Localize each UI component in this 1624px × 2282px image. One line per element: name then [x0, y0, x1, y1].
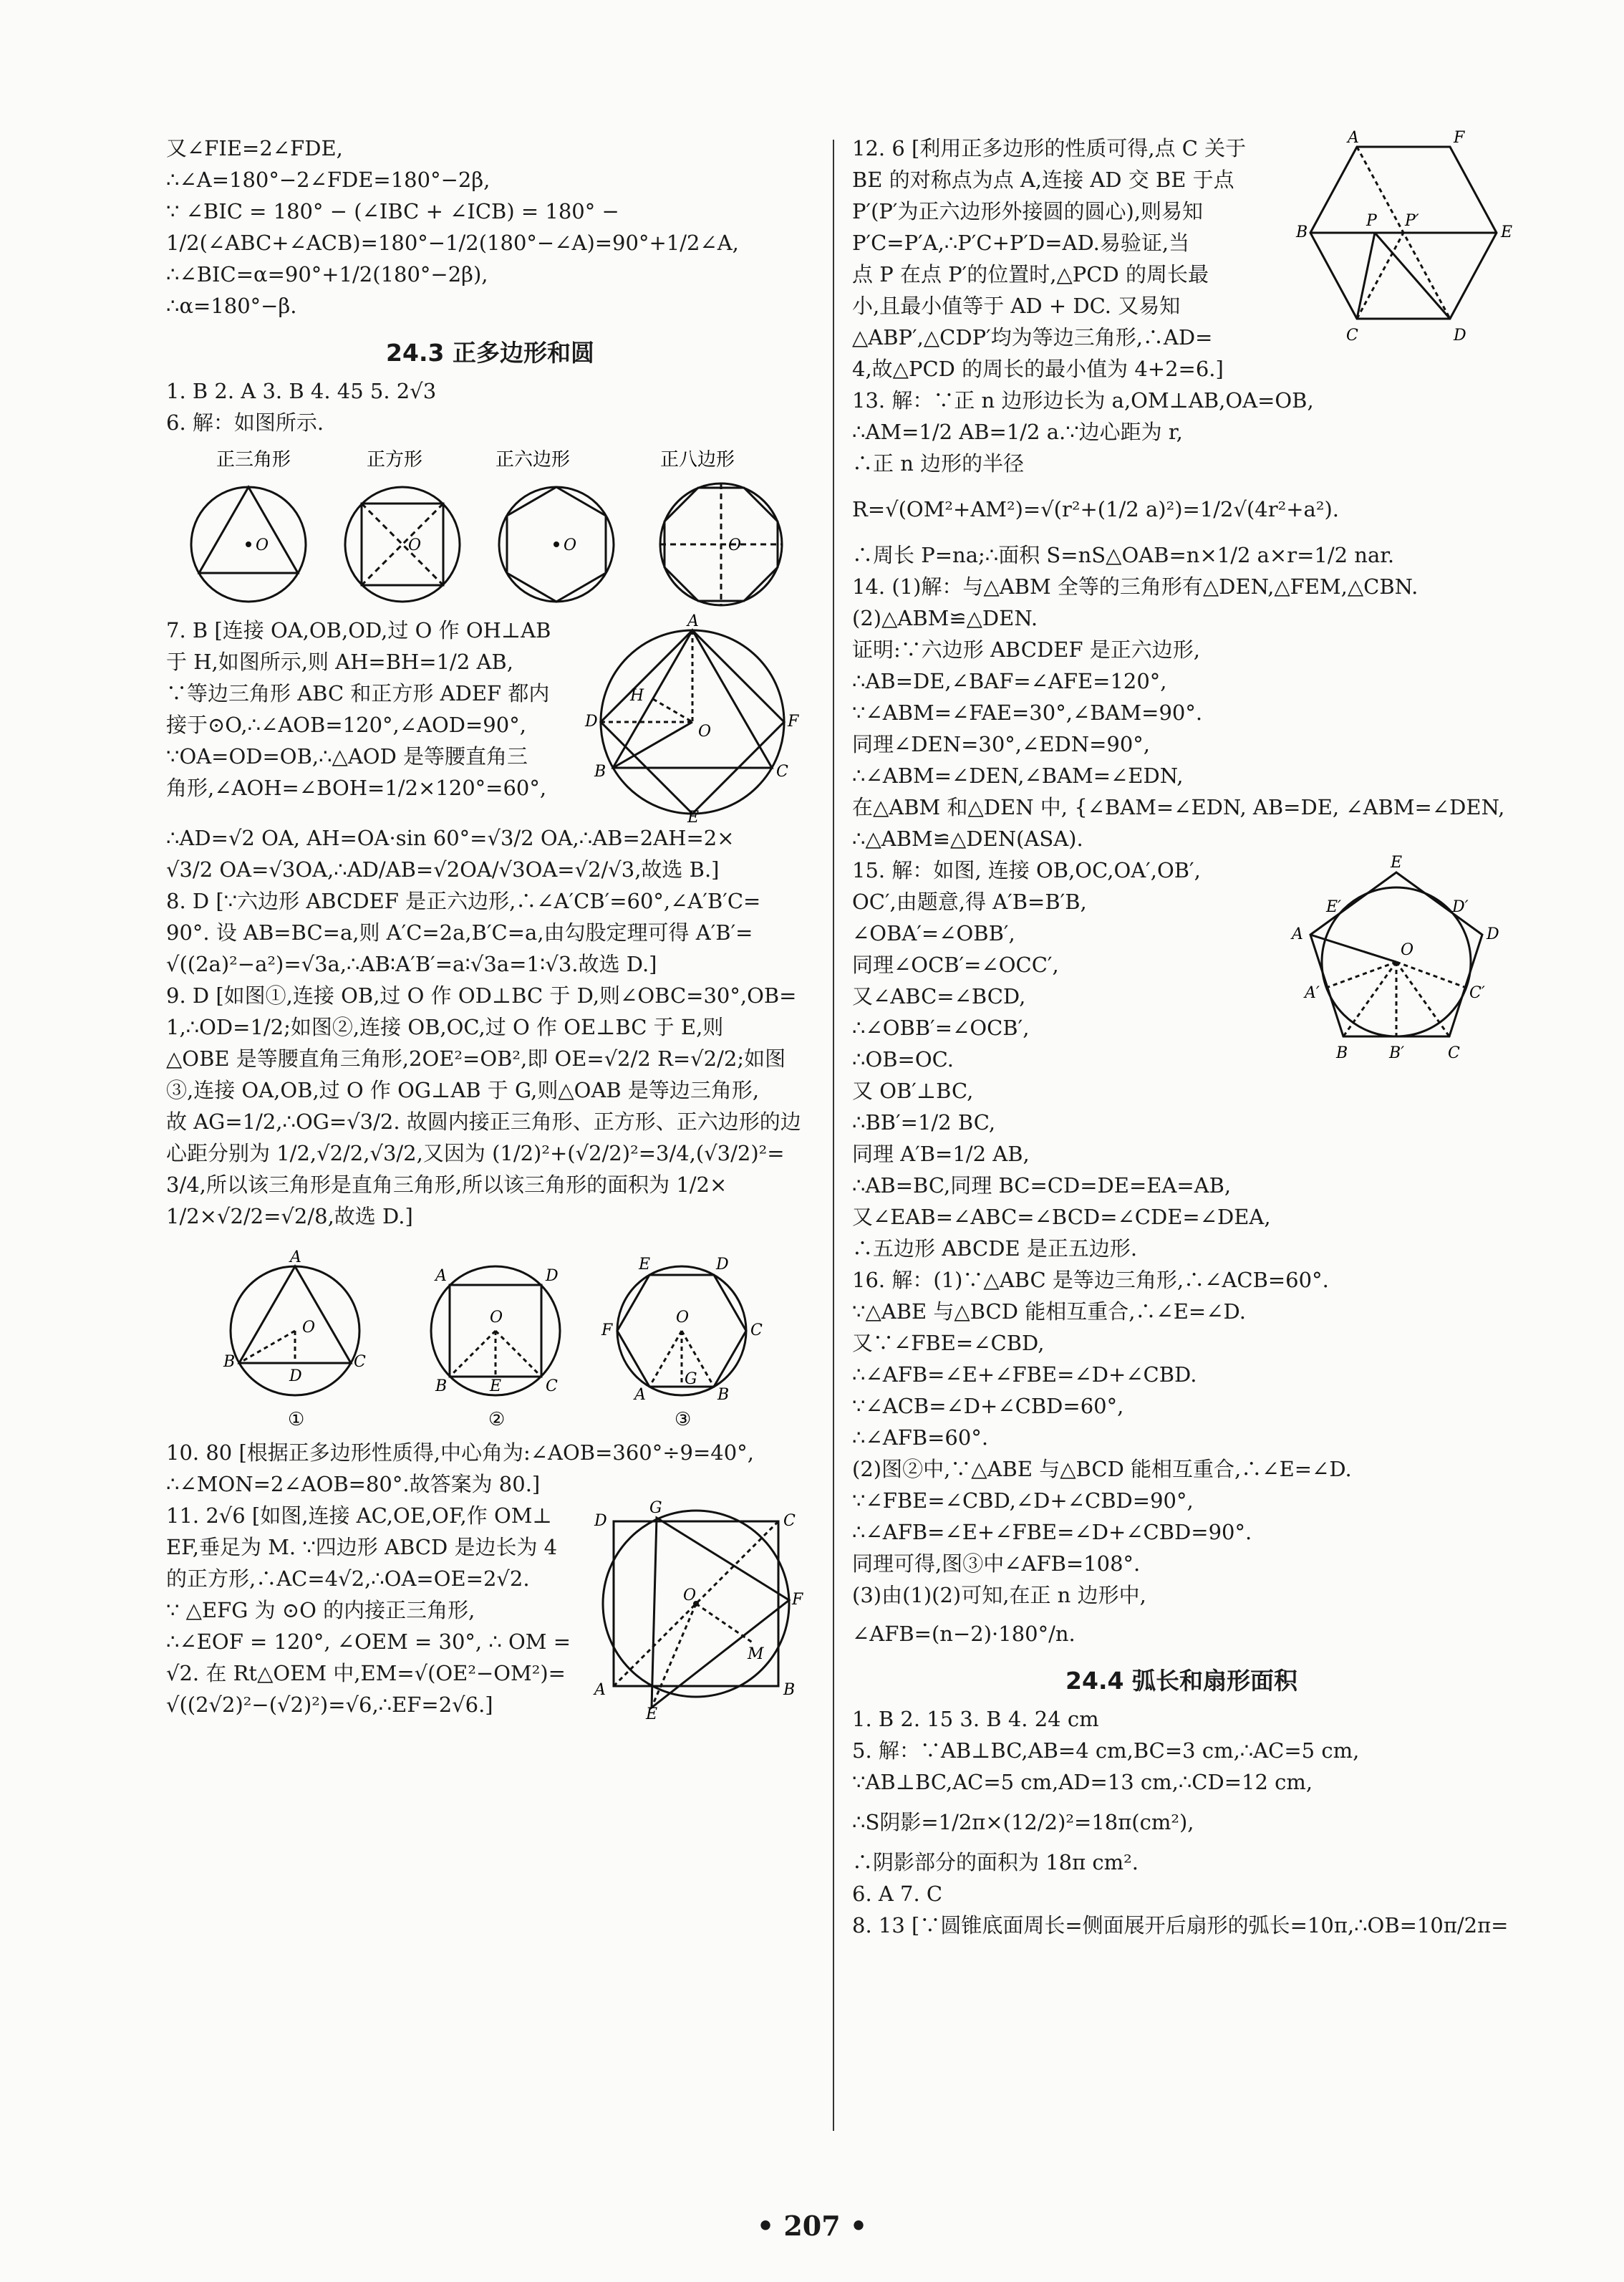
svg-text:D: D — [289, 1367, 302, 1385]
svg-text:D: D — [1487, 925, 1499, 943]
svg-text:F: F — [601, 1321, 613, 1339]
text-line: ∴OB=OC. — [852, 1047, 954, 1072]
text-line: ∵ ∠BIC = 180° − (∠IBC + ∠ICB) = 180° − — [166, 199, 619, 223]
text-line: 9. D [如图①,连接 OB,过 O 作 OD⊥BC 于 D,则∠OBC=30°,OB= — [166, 983, 797, 1008]
answer-line: 1. B 2. A 3. B 4. 45 5. 2√3 — [166, 379, 437, 403]
text-line: ∵AB⊥BC,AC=5 cm,AD=13 cm,∴CD=12 cm, — [852, 1770, 1313, 1794]
text-line: 12. 6 [利用正多边形的性质可得,点 C 关于 — [852, 136, 1247, 160]
svg-text:A′: A′ — [1305, 984, 1320, 1002]
text-line: 14. (1)解：与△ABM 全等的三角形有△DEN,△FEM,△CBN. — [852, 574, 1418, 599]
q12-figure — [1296, 129, 1513, 369]
svg-text:D: D — [585, 713, 598, 731]
svg-text:O: O — [728, 536, 742, 554]
q7-figure — [581, 612, 811, 827]
text-line: √((2√2)²−(√2)²)=√6,∴EF=2√6.] — [166, 1693, 493, 1717]
text-line: 1,∴OD=1/2;如图②,连接 OB,OC,过 O 作 OE⊥BC 于 E,则 — [166, 1015, 724, 1039]
q12-block — [852, 129, 1513, 385]
q15-block — [852, 854, 1511, 1107]
text-line: √3/2 OA=√3OA,∴AD/AB=√2OA/√3OA=√2/√3,故选 B.] — [166, 857, 720, 882]
text-line: ∠AFB=(n−2)·180°/n. — [852, 1622, 1076, 1646]
text-line: ∴∠A=180°−2∠FDE=180°−2β, — [166, 168, 490, 192]
text-line: ∴正 n 边形的半径 — [852, 451, 1025, 476]
text-line: 90°. 设 AB=BC=a,则 A′C=2a,B′C=a,由勾股定理可得 A′B′= — [166, 920, 753, 945]
text-line: EF,垂足为 M. ∵四边形 ABCD 是边长为 4 — [166, 1535, 558, 1559]
svg-text:E: E — [687, 809, 700, 827]
svg-text:E: E — [639, 1256, 651, 1274]
text-line: (2)图②中,∵△ABE 与△BCD 能相互重合,∴∠E=∠D. — [852, 1457, 1352, 1481]
text-line: △ABP′,△CDP′均为等边三角形,∴AD= — [852, 325, 1213, 350]
svg-text:E: E — [1501, 223, 1513, 241]
text-line: ∴∠AFB=∠E+∠FBE=∠D+∠CBD=90°. — [852, 1520, 1252, 1544]
caption-triangle: 正三角形 — [216, 449, 291, 471]
fig-caption-3: ③ — [675, 1409, 692, 1430]
svg-text:O: O — [302, 1319, 316, 1337]
q11-figure — [589, 1500, 803, 1722]
svg-text:C′: C′ — [1469, 984, 1485, 1002]
text-line: 15. 解：如图, 连接 OB,OC,OA′,OB′, — [852, 858, 1201, 882]
svg-text:P′: P′ — [1405, 212, 1419, 230]
text-line: ∴∠OBB′=∠OCB′, — [852, 1016, 1030, 1040]
text-line: 同理可得,图③中∠AFB=108°. — [852, 1551, 1141, 1576]
svg-text:C: C — [776, 763, 788, 781]
text-line: 同理∠OCB′=∠OCC′, — [852, 953, 1059, 977]
text-line: 3/4,所以该三角形是直角三角形,所以该三角形的面积为 1/2× — [166, 1173, 728, 1197]
svg-text:B: B — [223, 1353, 236, 1371]
text-line: ∵∠ACB=∠D+∠CBD=60°, — [852, 1394, 1124, 1418]
svg-text:E′: E′ — [1326, 898, 1342, 916]
svg-text:D′: D′ — [1452, 898, 1469, 916]
svg-text:C: C — [783, 1512, 796, 1530]
caption-octagon: 正八边形 — [660, 449, 735, 471]
svg-text:O: O — [490, 1309, 503, 1327]
text-line: ∴α=180°−β. — [166, 294, 297, 318]
answer-line: 1. B 2. 15 3. B 4. 24 cm — [852, 1707, 1099, 1731]
q11-block — [166, 1500, 814, 1722]
svg-text:O: O — [408, 536, 422, 554]
text-line: ∠OBA′=∠OBB′, — [852, 921, 1015, 945]
text-line: 5. 解：∵AB⊥BC,AB=4 cm,BC=3 cm,∴AC=5 cm, — [852, 1738, 1360, 1763]
text-line: 故 AG=1/2,∴OG=√3/2. 故圆内接正三角形、正方形、正六边形的边 — [166, 1109, 801, 1134]
fig-caption-2: ② — [488, 1409, 506, 1430]
section-title-24-4: 24.4 弧长和扇形面积 — [1065, 1667, 1297, 1695]
text-line: 又 OB′⊥BC, — [852, 1079, 974, 1103]
svg-text:O: O — [683, 1587, 697, 1604]
svg-text:E: E — [1391, 854, 1403, 872]
q6-polygons-figure — [166, 444, 811, 609]
svg-text:C: C — [1448, 1044, 1460, 1062]
svg-text:F: F — [1454, 129, 1465, 147]
svg-text:B: B — [717, 1386, 730, 1404]
svg-text:A: A — [1292, 925, 1303, 943]
text-line: ∵∠ABM=∠FAE=30°,∠BAM=90°. — [852, 701, 1203, 725]
text-line: (2)△ABM≌△DEN. — [852, 606, 1038, 630]
text-line: ∴AB=BC,同理 BC=CD=DE=EA=AB, — [852, 1173, 1232, 1198]
svg-text:A: A — [687, 612, 699, 630]
svg-text:G: G — [685, 1370, 697, 1388]
svg-text:A: A — [634, 1386, 646, 1404]
text-line: 小,且最小值等于 AD + DC. 又易知 — [852, 294, 1181, 318]
svg-text:B: B — [594, 763, 606, 781]
svg-text:O: O — [256, 536, 269, 554]
text-line: ∵ △EFG 为 ⊙O 的内接正三角形, — [166, 1598, 475, 1622]
text-line: ∵等边三角形 ABC 和正方形 ADEF 都内 — [166, 681, 550, 706]
text-line: ∵OA=OD=OB,∴△AOD 是等腰直角三 — [166, 744, 528, 769]
svg-text:E: E — [646, 1705, 658, 1723]
svg-text:C: C — [1346, 327, 1358, 345]
text-line: √((2a)²−a²)=√3a,∴AB∶A′B′=a∶√3a=1∶√3.故选 D.] — [166, 952, 657, 976]
svg-text:D: D — [716, 1256, 729, 1274]
svg-text:D: D — [594, 1512, 607, 1530]
text-line: 8. 13 [∵圆锥底面周长=侧面展开后扇形的弧长=10π,∴OB=10π/2π= — [852, 1913, 1509, 1937]
text-line: ∴AM=1/2 AB=1/2 a.∵边心距为 r, — [852, 420, 1183, 444]
text-line: 于 H,如图所示,则 AH=BH=1/2 AB, — [166, 650, 513, 674]
section-title-24-3: 24.3 正多边形和圆 — [386, 339, 594, 367]
text-line: P′C=P′A,∴P′C+P′D=AD.易验证,当 — [852, 231, 1190, 255]
text-line: 证明:∵六边形 ABCDEF 是正六边形, — [852, 637, 1200, 662]
svg-text:A: A — [594, 1681, 606, 1699]
text-line: ③,连接 OA,OB,过 O 作 OG⊥AB 于 G,则△OAB 是等边三角形, — [166, 1078, 760, 1102]
text-line: ∴AB=DE,∠BAF=∠AFE=120°, — [852, 669, 1167, 693]
text-line: 又∠ABC=∠BCD, — [852, 984, 1026, 1008]
text-line: ∴S阴影=1/2π×(12/2)²=18π(cm²), — [852, 1810, 1194, 1834]
text-line: ∴BB′=1/2 BC, — [852, 1110, 996, 1135]
q7-block — [166, 612, 814, 827]
text-line: 又∠FIE=2∠FDE, — [166, 136, 343, 160]
svg-text:D: D — [546, 1267, 559, 1285]
svg-text:G: G — [649, 1499, 662, 1517]
text-line: ∴∠MON=2∠AOB=80°.故答案为 80.] — [166, 1472, 541, 1496]
text-line: 1/2(∠ABC+∠ACB)=180°−1/2(180°−∠A)=90°+1/2∠A, — [166, 231, 739, 255]
svg-text:B: B — [1336, 1044, 1348, 1062]
text-line: ∴∠ABM=∠DEN,∠BAM=∠EDN, — [852, 764, 1184, 788]
text-line: 在△ABM 和△DEN 中, {∠BAM=∠EDN, AB=DE, ∠ABM=∠DEN, — [852, 795, 1505, 819]
text-line: 1/2×√2/2=√2/8,故选 D.] — [166, 1204, 413, 1228]
text-line: R=√(OM²+AM²)=√(r²+(1/2 a)²)=1/2√(4r²+a²). — [852, 497, 1339, 521]
text-line: ∴五边形 ABCDE 是正五边形. — [852, 1236, 1138, 1261]
column-divider — [833, 140, 834, 2131]
text-line: 8. D [∵六边形 ABCDEF 是正六边形,∴∠A′CB′=60°,∠A′B′C= — [166, 889, 761, 913]
text-line: √2. 在 Rt△OEM 中,EM=√(OE²−OM²)= — [166, 1661, 566, 1685]
text-line: ∴周长 P=na;∴面积 S=nS△OAB=n×1/2 a×r=1/2 nar. — [852, 543, 1395, 567]
text-line: ∵△ABE 与△BCD 能相互重合,∴∠E=∠D. — [852, 1299, 1246, 1324]
svg-text:E: E — [490, 1377, 502, 1395]
svg-text:B: B — [435, 1377, 448, 1395]
svg-text:C: C — [750, 1321, 763, 1339]
text-line: (3)由(1)(2)可知,在正 n 边形中, — [852, 1583, 1146, 1607]
caption-square: 正方形 — [367, 449, 423, 471]
text-line: 13. 解：∵正 n 边形边长为 a,OM⊥AB,OA=OB, — [852, 388, 1314, 413]
svg-text:F: F — [792, 1591, 803, 1609]
svg-text:B: B — [783, 1681, 796, 1699]
text-line: ∴∠AFB=∠E+∠FBE=∠D+∠CBD. — [852, 1362, 1197, 1387]
svg-text:A: A — [1348, 129, 1359, 147]
text-line: △OBE 是等腰直角三角形,2OE²=OB²,即 OE=√2/2 R=√2/2;如图 — [166, 1046, 786, 1071]
page-number: • 207 • — [756, 2210, 868, 2242]
text-line: 又∵∠FBE=∠CBD, — [852, 1331, 1045, 1355]
text-line: 16. 解：(1)∵△ABC 是等边三角形,∴∠ACB=60°. — [852, 1268, 1329, 1292]
svg-text:F: F — [788, 713, 799, 731]
svg-text:M: M — [748, 1645, 764, 1663]
fig-caption-1: ① — [288, 1409, 305, 1430]
text-line: ∴AD=√2 OA, AH=OA·sin 60°=√3/2 OA,∴AB=2AH=2× — [166, 826, 735, 850]
svg-text:B: B — [1296, 223, 1308, 241]
text-line: 同理∠DEN=30°,∠EDN=90°, — [852, 732, 1151, 756]
svg-text:O: O — [698, 723, 712, 741]
svg-text:P: P — [1366, 212, 1377, 230]
text-line: BE 的对称点为点 A,连接 AD 交 BE 于点 — [852, 168, 1234, 192]
text-line: ∴∠BIC=α=90°+1/2(180°−2β), — [166, 262, 488, 287]
text-line: ∴△ABM≌△DEN(ASA). — [852, 827, 1083, 851]
svg-text:O: O — [564, 536, 577, 554]
svg-text:B′: B′ — [1389, 1044, 1405, 1062]
svg-text:D: D — [1454, 327, 1466, 345]
text-line: ∴∠EOF = 120°, ∠OEM = 30°, ∴ OM = — [166, 1629, 571, 1654]
svg-text:O: O — [1401, 941, 1414, 959]
text-line: 又∠EAB=∠ABC=∠BCD=∠CDE=∠DEA, — [852, 1205, 1271, 1229]
text-line: 点 P 在点 P′的位置时,△PCD 的周长最 — [852, 262, 1209, 287]
text-line: 角形,∠AOH=∠BOH=1/2×120°=60°, — [166, 776, 547, 800]
text-line: OC′,由题意,得 A′B=B′B, — [852, 890, 1087, 914]
text-line: 接于⊙O,∴∠AOB=120°,∠AOD=90°, — [166, 713, 526, 737]
answer-line: 6. A 7. C — [852, 1882, 943, 1906]
svg-text:H: H — [630, 687, 644, 705]
text-line: 11. 2√6 [如图,连接 AC,OE,OF,作 OM⊥ — [166, 1503, 552, 1528]
answer-line: 6. 解：如图所示. — [166, 410, 324, 435]
text-line: ∵∠FBE=∠CBD,∠D+∠CBD=90°, — [852, 1488, 1194, 1513]
text-line: 10. 80 [根据正多边形性质得,中心角为:∠AOB=360°÷9=40°, — [166, 1440, 754, 1465]
svg-text:C: C — [354, 1353, 366, 1371]
text-line: 同理 A′B=1/2 AB, — [852, 1142, 1030, 1166]
text-line: ∴∠AFB=60°. — [852, 1425, 989, 1450]
text-line: 的正方形,∴AC=4√2,∴OA=OE=2√2. — [166, 1566, 530, 1591]
svg-text:C: C — [546, 1377, 558, 1395]
text-line: 4,故△PCD 的周长的最小值为 4+2=6.] — [852, 357, 1224, 381]
text-line: 7. B [连接 OA,OB,OD,过 O 作 OH⊥AB — [166, 618, 551, 642]
caption-hexagon: 正六边形 — [496, 449, 571, 471]
left-column — [166, 133, 814, 1722]
right-column — [852, 129, 1513, 1941]
text-line: ∴阴影部分的面积为 18π cm². — [852, 1850, 1139, 1874]
svg-text:A: A — [290, 1248, 301, 1266]
q9-figures — [166, 1238, 811, 1431]
q15-figure — [1289, 854, 1504, 1084]
svg-text:A: A — [435, 1267, 447, 1285]
text-line: P′(P′为正六边形外接圆的圆心),则易知 — [852, 199, 1204, 223]
svg-text:O: O — [676, 1309, 690, 1327]
text-line: 心距分别为 1/2,√2/2,√3/2,又因为 (1/2)²+(√2/2)²=3/4,(√3/2)²= — [166, 1141, 785, 1165]
